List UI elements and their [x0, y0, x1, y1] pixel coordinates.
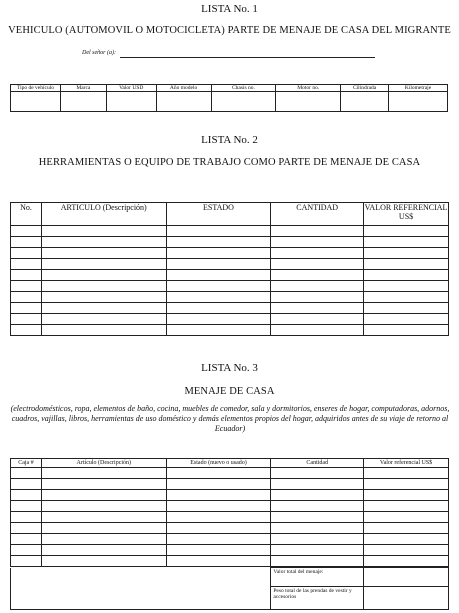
- entry-cell[interactable]: [271, 556, 364, 567]
- entry-cell[interactable]: [166, 237, 271, 248]
- entry-cell[interactable]: [364, 325, 449, 336]
- household-summary: [10, 567, 449, 610]
- entry-cell[interactable]: [271, 259, 364, 270]
- entry-cell[interactable]: [364, 501, 449, 512]
- entry-cell[interactable]: [41, 281, 166, 292]
- entry-cell[interactable]: [166, 270, 271, 281]
- entry-cell[interactable]: [364, 281, 449, 292]
- entry-cell[interactable]: [271, 468, 364, 479]
- entry-cell[interactable]: [11, 226, 42, 237]
- entry-cell[interactable]: [364, 523, 449, 534]
- entry-cell[interactable]: [41, 545, 166, 556]
- col-ano-modelo: Año modelo: [156, 85, 211, 92]
- entry-cell[interactable]: [271, 281, 364, 292]
- entry-cell[interactable]: [166, 501, 271, 512]
- total-value[interactable]: [364, 568, 449, 587]
- entry-cell[interactable]: [166, 468, 271, 479]
- entry-cell[interactable]: [41, 292, 166, 303]
- entry-cell[interactable]: [41, 468, 166, 479]
- vehicle-cell[interactable]: [341, 92, 389, 112]
- col-kilometraje: Kilometraje: [389, 85, 448, 92]
- entry-cell[interactable]: [41, 512, 166, 523]
- table-row: [11, 237, 449, 248]
- entry-cell[interactable]: [11, 490, 42, 501]
- entry-cell[interactable]: [11, 501, 42, 512]
- table-row: [11, 468, 449, 479]
- entry-cell[interactable]: [166, 512, 271, 523]
- col-marca: Marca: [60, 85, 106, 92]
- entry-cell[interactable]: [11, 292, 42, 303]
- vehicle-cell[interactable]: [11, 92, 61, 112]
- col-cantidad-menaje: Cantidad: [271, 459, 364, 468]
- entry-cell[interactable]: [364, 259, 449, 270]
- table-row: [11, 325, 449, 336]
- col-valor-usd: Valor USD: [106, 85, 156, 92]
- entry-cell[interactable]: [166, 479, 271, 490]
- weight-value[interactable]: [364, 587, 449, 610]
- entry-cell[interactable]: [364, 534, 449, 545]
- entry-cell[interactable]: [41, 259, 166, 270]
- table-row: [11, 303, 449, 314]
- entry-cell[interactable]: [271, 325, 364, 336]
- tools-table: [10, 202, 449, 336]
- entry-cell[interactable]: [41, 501, 166, 512]
- entry-cell[interactable]: [166, 534, 271, 545]
- tools-header-row: [11, 203, 449, 226]
- entry-cell[interactable]: [166, 490, 271, 501]
- col-motor: Motor no.: [276, 85, 341, 92]
- list1-title: LISTA No. 1: [201, 3, 258, 15]
- entry-cell[interactable]: [271, 479, 364, 490]
- entry-cell[interactable]: [364, 303, 449, 314]
- household-header-row: [11, 459, 449, 468]
- owner-label: Del señor (a):: [82, 50, 116, 56]
- entry-cell[interactable]: [271, 501, 364, 512]
- vehicle-cell[interactable]: [389, 92, 448, 112]
- entry-cell[interactable]: [11, 534, 42, 545]
- entry-cell[interactable]: [166, 226, 271, 237]
- entry-cell[interactable]: [166, 523, 271, 534]
- table-row: [11, 226, 449, 237]
- entry-cell[interactable]: [11, 281, 42, 292]
- col-valor-referencial-menaje: Valor referencial US$: [364, 459, 449, 468]
- weight-label: Peso total de las prendas de vestir y accesorios: [271, 587, 364, 610]
- col-valor-referencial: VALOR REFERENCIAL US$: [364, 203, 449, 226]
- entry-cell[interactable]: [11, 479, 42, 490]
- entry-cell[interactable]: [166, 325, 271, 336]
- col-estado: ESTADO: [166, 203, 271, 226]
- list2-title: LISTA No. 2: [201, 134, 258, 146]
- entry-cell[interactable]: [11, 314, 42, 325]
- entry-cell[interactable]: [41, 534, 166, 545]
- entry-cell[interactable]: [271, 490, 364, 501]
- table-row: [11, 259, 449, 270]
- col-articulo: ARTICULO (Descripción): [41, 203, 166, 226]
- entry-cell[interactable]: [271, 523, 364, 534]
- list2-heading: HERRAMIENTAS O EQUIPO DE TRABAJO COMO PARTE DE MENAJE DE CASA: [38, 157, 421, 168]
- vehicle-cell[interactable]: [211, 92, 276, 112]
- entry-cell[interactable]: [271, 270, 364, 281]
- entry-cell[interactable]: [11, 259, 42, 270]
- table-row: [11, 490, 449, 501]
- entry-cell[interactable]: [11, 556, 42, 567]
- vehicle-entry-row: [11, 92, 448, 112]
- entry-cell[interactable]: [41, 226, 166, 237]
- entry-cell[interactable]: [271, 226, 364, 237]
- entry-cell[interactable]: [364, 248, 449, 259]
- entry-cell[interactable]: [41, 270, 166, 281]
- entry-cell[interactable]: [271, 303, 364, 314]
- table-row: [11, 479, 449, 490]
- table-row: [11, 501, 449, 512]
- entry-cell[interactable]: [11, 468, 42, 479]
- table-row: [11, 281, 449, 292]
- entry-cell[interactable]: [271, 237, 364, 248]
- entry-cell[interactable]: [271, 292, 364, 303]
- entry-cell[interactable]: [41, 325, 166, 336]
- entry-cell[interactable]: [41, 237, 166, 248]
- table-row: [11, 270, 449, 281]
- table-row: [11, 545, 449, 556]
- list1-heading: VEHICULO (AUTOMOVIL O MOTOCICLETA) PARTE DE MENAJE DE CASA DEL MIGRANTE: [8, 25, 451, 36]
- entry-cell[interactable]: [364, 314, 449, 325]
- entry-cell[interactable]: [364, 545, 449, 556]
- entry-cell[interactable]: [166, 556, 271, 567]
- entry-cell[interactable]: [166, 248, 271, 259]
- summary-blank: [11, 568, 271, 610]
- entry-cell[interactable]: [364, 226, 449, 237]
- entry-cell[interactable]: [364, 468, 449, 479]
- entry-cell[interactable]: [271, 512, 364, 523]
- entry-cell[interactable]: [41, 523, 166, 534]
- owner-field[interactable]: [120, 56, 375, 58]
- col-chasis: Chasis no.: [211, 85, 276, 92]
- col-no: No.: [11, 203, 42, 226]
- table-row: [11, 292, 449, 303]
- entry-cell[interactable]: [271, 314, 364, 325]
- entry-cell[interactable]: [364, 270, 449, 281]
- entry-cell[interactable]: [41, 556, 166, 567]
- table-row: [11, 534, 449, 545]
- entry-cell[interactable]: [166, 545, 271, 556]
- entry-cell[interactable]: [166, 314, 271, 325]
- list3-title: LISTA No. 3: [201, 362, 258, 374]
- entry-cell[interactable]: [364, 556, 449, 567]
- entry-cell[interactable]: [41, 490, 166, 501]
- entry-cell[interactable]: [11, 325, 42, 336]
- entry-cell[interactable]: [166, 292, 271, 303]
- entry-cell[interactable]: [271, 248, 364, 259]
- list3-description: (electrodomésticos, ropa, elementos de baño, cocina, muebles de comedor, sala y dormitorios, enseres de hogar, computadoras, adornos, cuadros, vajillas, libros, herramientas de uso doméstico y demás elementos propios del hogar, adquiridos antes de su viaje de retorno al Ecuador): [10, 404, 450, 433]
- entry-cell[interactable]: [41, 303, 166, 314]
- vehicle-table: [10, 84, 448, 112]
- vehicle-cell[interactable]: [60, 92, 106, 112]
- vehicle-cell[interactable]: [156, 92, 211, 112]
- entry-cell[interactable]: [364, 292, 449, 303]
- vehicle-cell[interactable]: [276, 92, 341, 112]
- entry-cell[interactable]: [166, 303, 271, 314]
- table-row: [11, 556, 449, 567]
- list3-heading: MENAJE DE CASA: [184, 386, 275, 397]
- entry-cell[interactable]: [364, 237, 449, 248]
- entry-cell[interactable]: [11, 303, 42, 314]
- entry-cell[interactable]: [11, 545, 42, 556]
- col-cilindrada: Cilindrada: [341, 85, 389, 92]
- col-cantidad: CANTIDAD: [271, 203, 364, 226]
- col-articulo-descripcion: Artículo (Descripción): [41, 459, 166, 468]
- entry-cell[interactable]: [11, 523, 42, 534]
- table-row: [11, 523, 449, 534]
- entry-cell[interactable]: [271, 545, 364, 556]
- entry-cell[interactable]: [11, 237, 42, 248]
- total-label: Valor total del menaje:: [271, 568, 364, 587]
- vehicle-header-row: [11, 85, 448, 92]
- entry-cell[interactable]: [271, 534, 364, 545]
- entry-cell[interactable]: [41, 248, 166, 259]
- entry-cell[interactable]: [364, 490, 449, 501]
- col-caja: Caja #: [11, 459, 42, 468]
- entry-cell[interactable]: [41, 479, 166, 490]
- col-estado-nuevo-usado: Estado (nuevo o usado): [166, 459, 271, 468]
- col-tipo-vehiculo: Tipo de vehículo: [11, 85, 61, 92]
- entry-cell[interactable]: [41, 314, 166, 325]
- entry-cell[interactable]: [364, 479, 449, 490]
- entry-cell[interactable]: [11, 270, 42, 281]
- entry-cell[interactable]: [166, 281, 271, 292]
- table-row: [11, 248, 449, 259]
- vehicle-cell[interactable]: [106, 92, 156, 112]
- table-row: [11, 314, 449, 325]
- table-row: [11, 512, 449, 523]
- entry-cell[interactable]: [11, 512, 42, 523]
- entry-cell[interactable]: [166, 259, 271, 270]
- household-table: [10, 458, 449, 567]
- entry-cell[interactable]: [11, 248, 42, 259]
- entry-cell[interactable]: [364, 512, 449, 523]
